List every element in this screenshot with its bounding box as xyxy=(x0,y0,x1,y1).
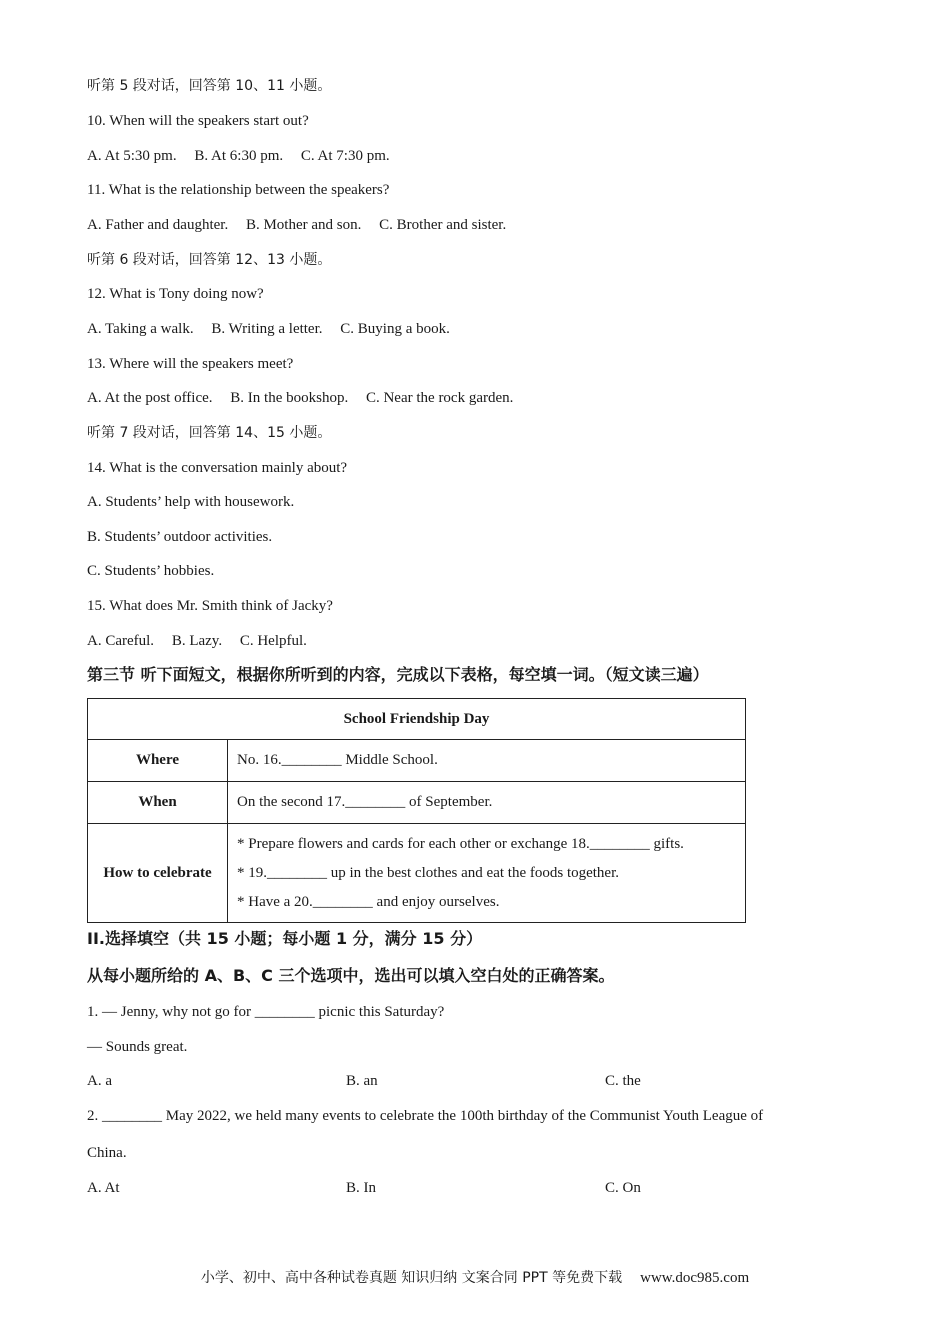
option-b: B. In xyxy=(346,1180,376,1196)
how-value xyxy=(228,824,746,923)
grammar-question-2: 2. ________ May 2022, we held many events to celebrate the 100th birthday of the Communist Youth League of xyxy=(87,1108,764,1124)
option-c: C. Buying a book. xyxy=(340,321,450,337)
part2-heading: II.选择填空（共 15 小题；每小题 1 分，满分 15 分） xyxy=(87,929,483,948)
option-b: B. In the bookshop. xyxy=(230,390,349,406)
question-14-option-b: B. Students’ outdoor activities. xyxy=(87,529,273,545)
question-14-option-c: C. Students’ hobbies. xyxy=(87,563,215,579)
question-12: 12. What is Tony doing now? xyxy=(87,286,264,302)
question-13-options xyxy=(87,388,513,408)
how-item: * Prepare flowers and cards for each other or exchange 18.________ gifts. xyxy=(237,835,684,852)
option-a: A. Careful. xyxy=(87,633,155,649)
dialog5-instruction: 听第 5 段对话，回答第 10、11 小题。 xyxy=(87,78,332,94)
question-14: 14. What is the conversation mainly about? xyxy=(87,460,348,476)
footer-text: 小学、初中、高中各种试卷真题 知识归纳 文案合同 PPT 等免费下载 xyxy=(200,1270,623,1286)
how-item: * 19.________ up in the best clothes and eat the foods together. xyxy=(237,864,620,881)
option-a: A. At xyxy=(87,1180,120,1196)
question-12-options xyxy=(87,319,450,339)
option-c: C. the xyxy=(605,1073,641,1089)
how-item: * Have a 20.________ and enjoy ourselves. xyxy=(237,893,500,910)
option-a: A. Father and daughter. xyxy=(87,217,229,233)
table-title: School Friendship Day xyxy=(88,699,746,740)
part2-instruction: 从每小题所给的 A、B、C 三个选项中，选出可以填入空白处的正确答案。 xyxy=(87,966,615,985)
where-label: Where xyxy=(88,740,228,782)
option-a: A. a xyxy=(87,1073,112,1089)
option-a: A. Taking a walk. xyxy=(87,321,194,337)
how-label: How to celebrate xyxy=(88,824,228,923)
question-14-option-a: A. Students’ help with housework. xyxy=(87,494,295,510)
option-b: B. At 6:30 pm. xyxy=(194,148,284,164)
page-footer xyxy=(0,1268,950,1289)
option-c: C. At 7:30 pm. xyxy=(300,148,390,164)
option-c: C. Helpful. xyxy=(239,633,307,649)
grammar-question-1: 1. — Jenny, why not go for ________ picnic this Saturday? xyxy=(87,1004,445,1020)
option-b: B. Mother and son. xyxy=(245,217,362,233)
dialog6-instruction: 听第 6 段对话，回答第 12、13 小题。 xyxy=(87,252,332,268)
option-c: C. Near the rock garden. xyxy=(365,390,514,406)
question-10: 10. When will the speakers start out? xyxy=(87,113,309,129)
option-b: B. Writing a letter. xyxy=(211,321,323,337)
grammar-question-2-cont: China. xyxy=(87,1145,127,1161)
friendship-day-table xyxy=(87,698,746,923)
option-b: B. an xyxy=(346,1073,378,1089)
option-c: C. On xyxy=(605,1180,641,1196)
dialog7-instruction: 听第 7 段对话，回答第 14、15 小题。 xyxy=(87,425,332,441)
where-value: No. 16.________ Middle School. xyxy=(228,740,746,782)
question-11: 11. What is the relationship between the speakers? xyxy=(87,182,390,198)
question-11-options xyxy=(87,215,506,235)
footer-url[interactable]: www.doc985.com xyxy=(640,1270,750,1286)
option-b: B. Lazy. xyxy=(171,633,223,649)
question-15: 15. What does Mr. Smith think of Jacky? xyxy=(87,598,333,614)
when-label: When xyxy=(88,782,228,824)
option-a: A. At the post office. xyxy=(87,390,213,406)
section3-heading: 第三节 听下面短文，根据你所听到的内容，完成以下表格，每空填一词。（短文读三遍） xyxy=(87,665,709,684)
question-13: 13. Where will the speakers meet? xyxy=(87,356,294,372)
question-10-options xyxy=(87,146,390,166)
question-15-options xyxy=(87,631,307,651)
option-a: A. At 5:30 pm. xyxy=(87,148,177,164)
option-c: C. Brother and sister. xyxy=(379,217,507,233)
grammar-question-1-reply: — Sounds great. xyxy=(87,1039,188,1055)
when-value: On the second 17.________ of September. xyxy=(228,782,746,824)
